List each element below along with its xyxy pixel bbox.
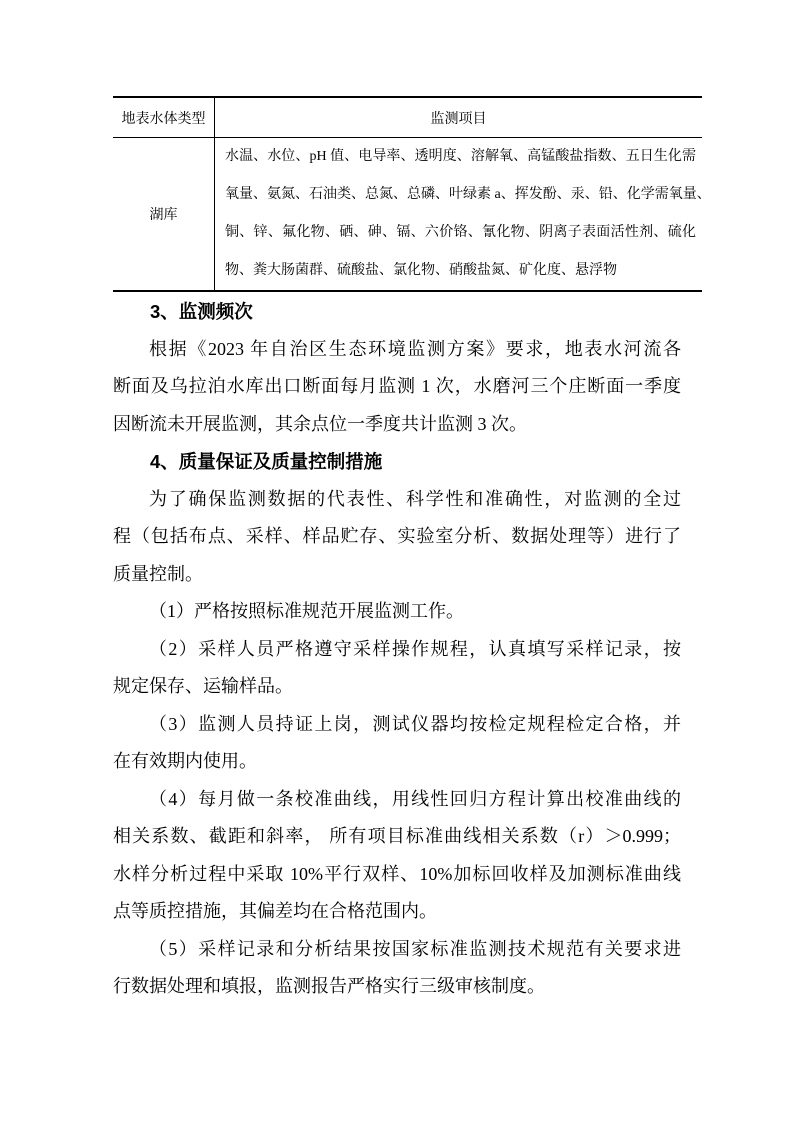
text-line: 因断流未开展监测，其余点位一季度共计监测 3 次。 (113, 413, 527, 434)
surface-water-monitoring-table (113, 96, 711, 292)
text-line: 根据《2023 年自治区生态环境监测方案》要求，地表水河流各 (149, 338, 681, 359)
section-4-heading (113, 443, 681, 481)
water-body-type-cell: 湖库 (149, 208, 178, 223)
qc-item-2 (113, 631, 681, 706)
text-line: 质量控制。 (113, 563, 203, 584)
qc-item-1 (113, 593, 681, 631)
text-line: （5）采样记录和分析结果按国家标准监测技术规范有关要求进 (149, 938, 681, 959)
text-line: 3、监测频次 (150, 301, 253, 322)
text-line: 相关系数、截距和斜率， 所有项目标准曲线相关系数（r）＞0.999； (113, 826, 681, 846)
table-text-line: 水温、水位、pH 值、电导率、透明度、溶解氧、高锰酸盐指数、五日生化需 (225, 149, 696, 164)
section-3-heading (113, 293, 681, 331)
text-line: （2）采样人员严格遵守采样操作规程，认真填写采样记录，按 (149, 638, 681, 659)
table-row (113, 138, 711, 290)
text-line: （1）严格按照标准规范开展监测工作。 (149, 601, 464, 621)
table-text-line: 铜、锌、氟化物、硒、砷、镉、六价铬、氰化物、阴离子表面活性剂、硫化 (225, 225, 696, 240)
table-header-water-body-type: 地表水体类型 (121, 111, 206, 127)
table-text-line: 物、粪大肠菌群、硫酸盐、氯化物、硝酸盐氮、矿化度、悬浮物 (225, 263, 617, 278)
table-text-line: 氧量、氨氮、石油类、总氮、总磷、叶绿素 a、挥发酚、汞、铅、化学需氧量、 (225, 187, 711, 202)
text-line: （4）每月做一条校准曲线，用线性回归方程计算出校准曲线的 (149, 788, 681, 809)
text-line: 4、质量保证及质量控制措施 (150, 451, 383, 472)
text-line: 断面及乌拉泊水库出口断面每月监测 1 次，水磨河三个庄断面一季度 (113, 376, 681, 396)
text-line: 为了确保监测数据的代表性、科学性和准确性，对监测的全过 (149, 488, 681, 509)
document-body (113, 293, 681, 1006)
qc-item-5 (113, 931, 681, 1006)
text-line: 程（包括布点、采样、样品贮存、实验室分析、数据处理等）进行了 (113, 526, 681, 546)
table-header-row (113, 98, 702, 138)
text-line: 在有效期内使用。 (113, 751, 257, 771)
text-line: （3）监测人员持证上岗，测试仪器均按检定规程检定合格，并 (149, 713, 681, 734)
text-line: 规定保存、运输样品。 (113, 676, 293, 696)
text-line: 点等质控措施，其偏差均在合格范围内。 (113, 901, 437, 921)
table-header-monitoring-items: 监测项目 (214, 98, 702, 137)
qc-item-4 (113, 781, 681, 931)
section-3-paragraph (113, 331, 681, 444)
text-line: 行数据处理和填报，监测报告严格实行三级审核制度。 (113, 976, 545, 996)
monitoring-items-cell (214, 138, 711, 290)
text-line: 水样分析过程中采取 10%平行双样、10%加标回收样及加测标准曲线 (113, 863, 681, 884)
qc-item-3 (113, 706, 681, 781)
section-4-intro-paragraph (113, 481, 681, 594)
